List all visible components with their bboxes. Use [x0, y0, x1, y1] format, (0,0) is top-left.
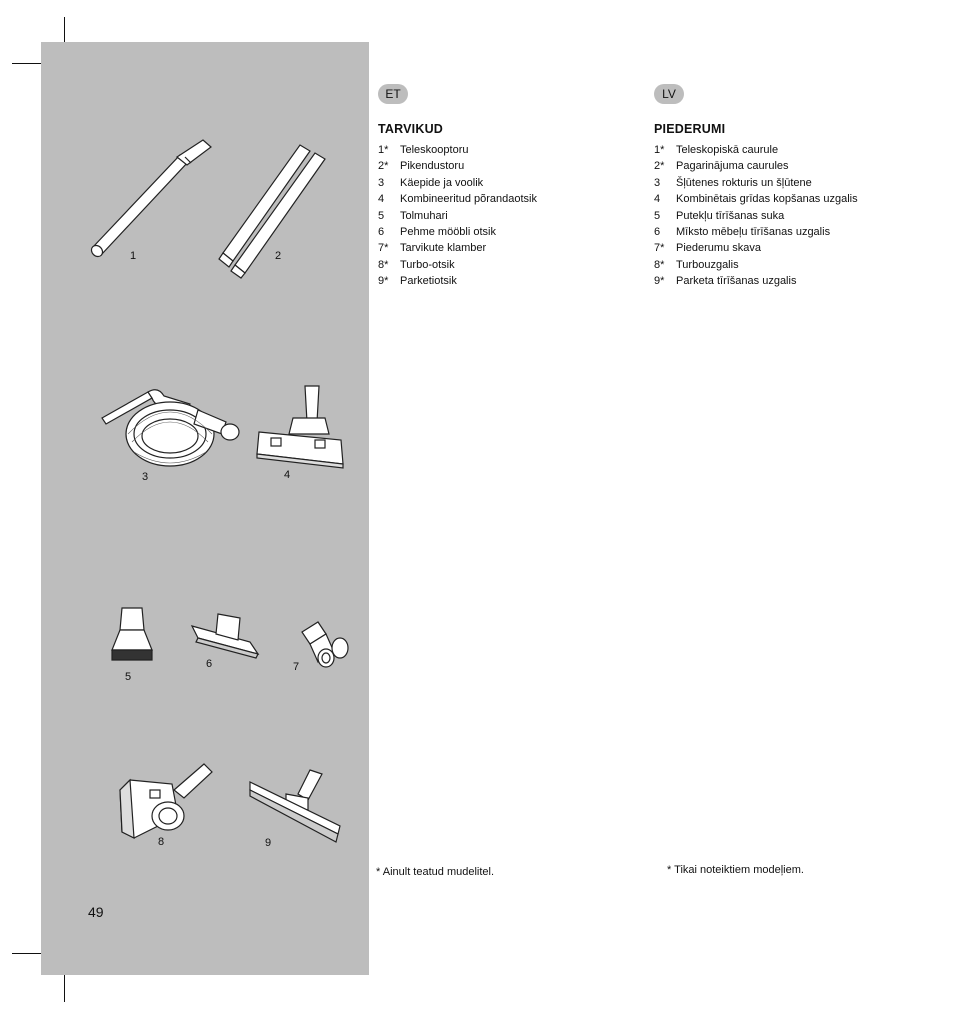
item-label: Turbouzgalis — [676, 258, 739, 271]
item-number: 7* — [654, 242, 665, 255]
illustration-label-8: 8 — [158, 836, 165, 848]
dusting-brush-illustration — [104, 604, 160, 668]
item-number: 9* — [378, 275, 389, 288]
illustration-label-5: 5 — [125, 671, 132, 683]
item-number: 9* — [654, 275, 665, 288]
language-badge-et: ET — [378, 84, 408, 104]
item-label: Mīksto mēbeļu tīrīšanas uzgalis — [676, 226, 831, 239]
footnote-et: * Ainult teatud mudelitel. — [376, 866, 495, 878]
item-label: Teleskopiskā caurule — [676, 144, 779, 156]
illustration-label-4: 4 — [284, 469, 291, 481]
list-item — [654, 273, 914, 289]
item-number: 1* — [378, 144, 389, 156]
language-badge-lv: LV — [654, 84, 684, 104]
section-heading-lv: PIEDERUMI — [654, 122, 726, 136]
item-label: Šļūtenes rokturis un šļūtene — [676, 176, 812, 189]
list-item — [378, 158, 638, 174]
list-item — [378, 257, 638, 273]
telescopic-tube-illustration — [85, 135, 220, 265]
list-item — [378, 191, 638, 207]
item-number: 5 — [654, 209, 661, 222]
illustration-label-1: 1 — [130, 250, 137, 262]
item-number: 4 — [654, 193, 661, 206]
footnote-lv: * Tikai noteiktiem modeļiem. — [667, 864, 804, 876]
item-number: 6 — [654, 226, 661, 239]
item-label: Parketiotsik — [400, 275, 457, 288]
item-number: 1* — [654, 144, 665, 156]
upholstery-nozzle-illustration — [188, 608, 266, 662]
item-label: Putekļu tīrīšanas suka — [676, 209, 785, 222]
list-item — [378, 240, 638, 256]
item-number: 5 — [378, 209, 385, 222]
illustration-label-2: 2 — [275, 250, 282, 262]
accessory-list-et — [378, 142, 638, 290]
accessory-clip-illustration — [296, 618, 352, 672]
item-label: Tarvikute klamber — [400, 242, 487, 255]
item-label: Teleskooptoru — [400, 144, 469, 156]
turbo-nozzle-illustration — [112, 760, 216, 844]
item-label: Kombinētais grīdas kopšanas uzgalis — [676, 193, 858, 206]
accessory-list-lv — [654, 142, 914, 290]
item-label: Pehme mööbli otsik — [400, 226, 496, 239]
illustration-label-7: 7 — [293, 661, 300, 673]
item-number: 8* — [654, 258, 665, 271]
parquet-nozzle-illustration — [246, 766, 344, 848]
item-number: 3 — [378, 176, 385, 189]
list-item — [378, 273, 638, 289]
list-item — [654, 191, 914, 207]
latvian-column — [654, 84, 914, 290]
item-label: Käepide ja voolik — [400, 176, 484, 189]
list-item — [378, 224, 638, 240]
list-item — [654, 175, 914, 191]
list-item — [654, 224, 914, 240]
list-item — [654, 257, 914, 273]
list-item — [378, 142, 638, 158]
illustration-label-6: 6 — [206, 658, 213, 670]
list-item — [378, 208, 638, 224]
item-label: Turbo-otsik — [400, 258, 455, 271]
estonian-column — [378, 84, 638, 290]
item-label: Tolmuhari — [400, 209, 448, 222]
item-number: 4 — [378, 193, 385, 206]
item-number: 8* — [378, 258, 389, 271]
item-label: Pagarinājuma caurules — [676, 160, 789, 173]
list-item — [654, 240, 914, 256]
item-label: Parketa tīrīšanas uzgalis — [676, 275, 797, 288]
item-number: 3 — [654, 176, 661, 189]
illustration-label-3: 3 — [142, 471, 149, 483]
floor-nozzle-illustration — [253, 382, 353, 472]
list-item — [654, 142, 914, 158]
item-number: 2* — [654, 160, 665, 173]
illustration-label-9: 9 — [265, 837, 272, 849]
item-label: Pikendustoru — [400, 160, 465, 173]
page-number: 49 — [88, 904, 104, 920]
item-number: 7* — [378, 242, 389, 255]
list-item — [654, 158, 914, 174]
item-number: 2* — [378, 160, 389, 173]
item-number: 6 — [378, 226, 385, 239]
hose-and-handle-illustration — [98, 382, 248, 474]
list-item — [378, 175, 638, 191]
section-heading-et: TARVIKUD — [378, 122, 444, 136]
list-item — [654, 208, 914, 224]
item-label: Kombineeritud põrandaotsik — [400, 193, 537, 206]
item-label: Piederumu skava — [676, 242, 761, 255]
